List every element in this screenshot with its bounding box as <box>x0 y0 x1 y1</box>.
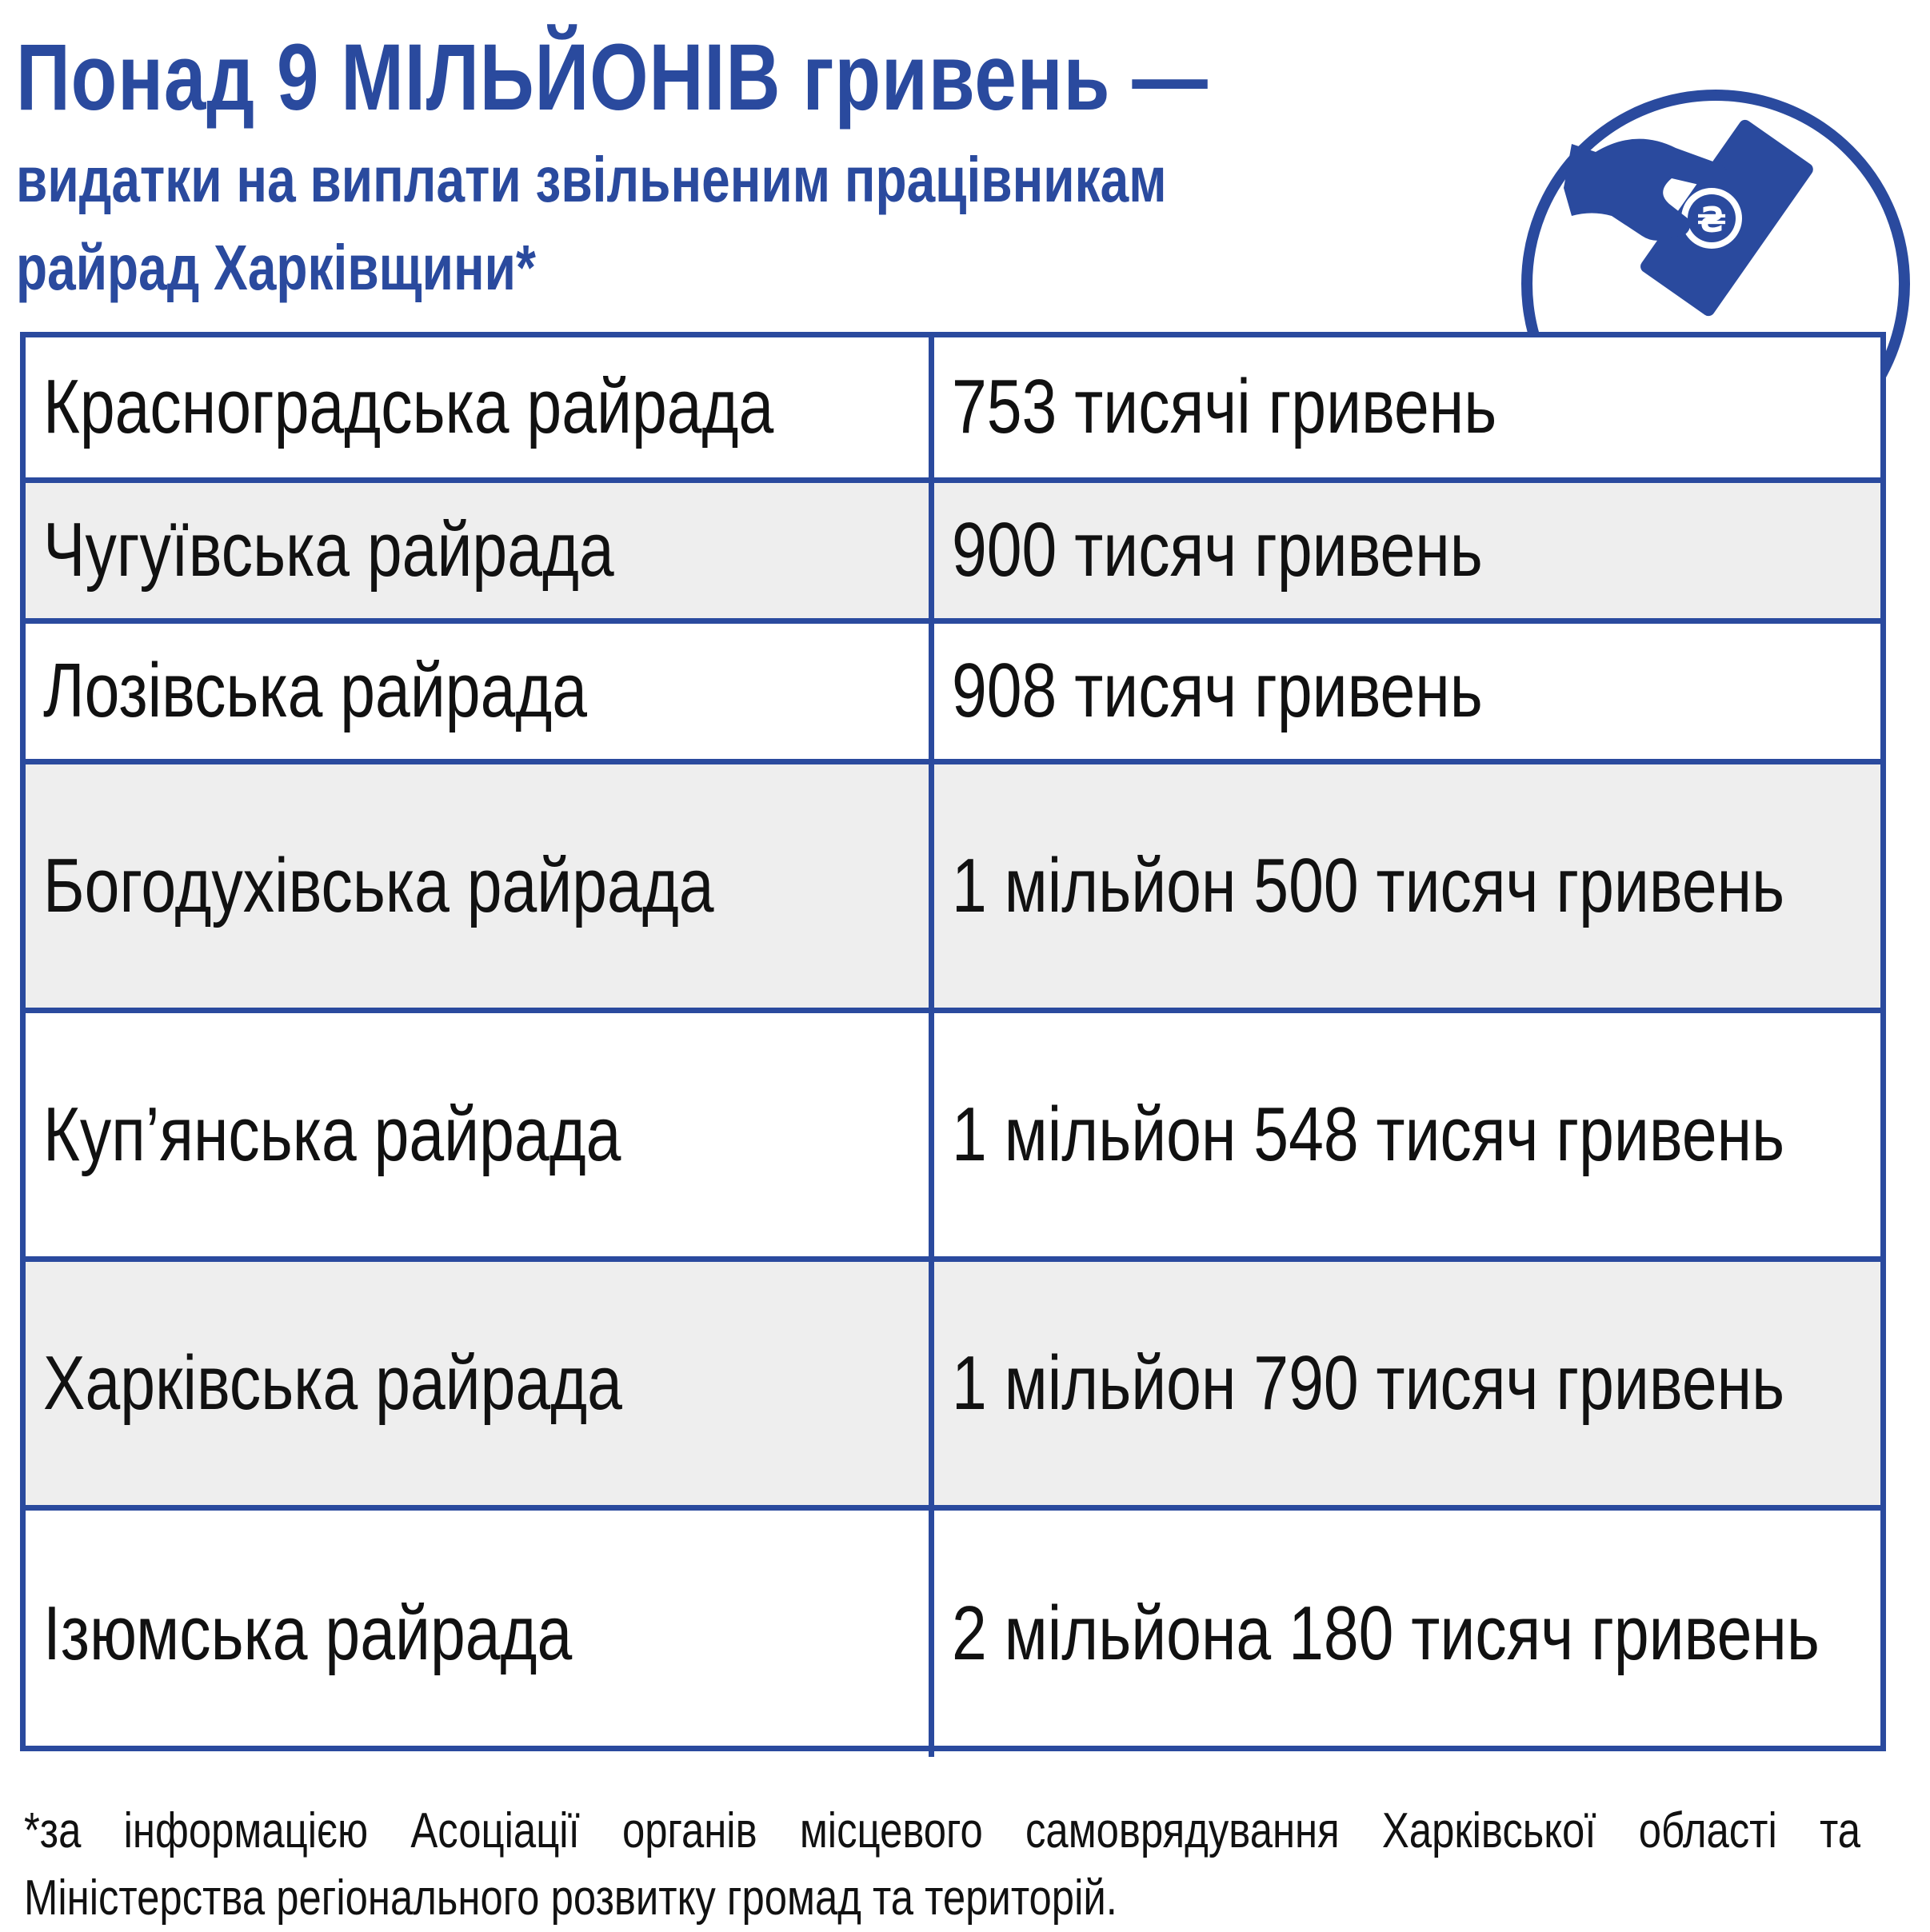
subtitle-line-2: райрад Харківщини* <box>16 232 536 303</box>
council-cell: Чугуївська райрада <box>26 480 932 621</box>
page-title: Понад 9 МІЛЬЙОНІВ гривень — <box>16 25 1209 130</box>
subtitle-line-1: видатки на виплати звільненим працівникам <box>16 144 1167 215</box>
table-row <box>26 1259 1880 1507</box>
amount-cell: 1 мільйон 548 тисяч гривень <box>932 1010 1881 1259</box>
table-row <box>26 480 1880 621</box>
table-row <box>26 621 1880 761</box>
council-cell: Богодухівська райрада <box>26 761 932 1010</box>
council-cell: Куп’янська райрада <box>26 1010 932 1259</box>
table-row <box>26 761 1880 1010</box>
amount-cell: 1 мільйон 790 тисяч гривень <box>932 1259 1881 1507</box>
council-cell: Лозівська райрада <box>26 621 932 761</box>
council-cell: Ізюмська райрада <box>26 1507 932 1757</box>
table-row <box>26 1507 1880 1757</box>
amount-cell: 900 тисяч гривень <box>932 480 1881 621</box>
amount-cell: 753 тисячі гривень <box>932 337 1881 480</box>
source-footnote: *за інформацією Асоціації органів місцевого самоврядування Харківської області та Міністерства регіонального розвитку громад та територій. <box>24 1803 1860 1926</box>
table-row <box>26 1010 1880 1259</box>
amount-cell: 908 тисяч гривень <box>932 621 1881 761</box>
table-row <box>26 337 1880 480</box>
amount-cell: 1 мільйон 500 тисяч гривень <box>932 761 1881 1010</box>
amount-cell: 2 мільйона 180 тисяч гривень <box>932 1507 1881 1757</box>
payments-table <box>20 332 1886 1751</box>
council-cell: Красноградська райрада <box>26 337 932 480</box>
currency-symbol: ₴ <box>1696 200 1727 241</box>
council-cell: Харківська райрада <box>26 1259 932 1507</box>
page-subtitle <box>16 136 1167 312</box>
